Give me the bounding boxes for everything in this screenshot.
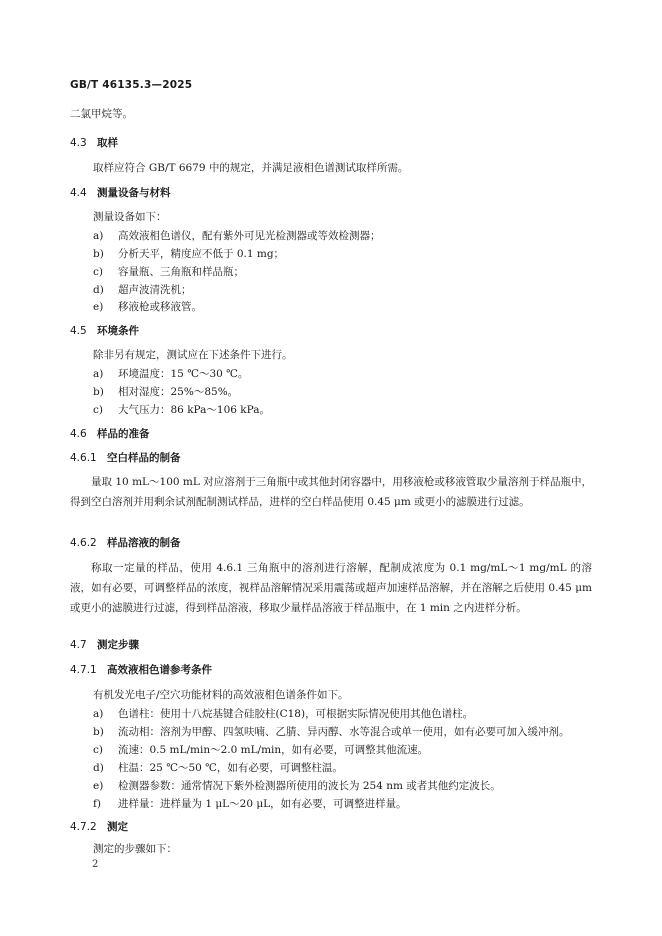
list-item-mark: d) bbox=[93, 762, 104, 774]
list-item-mark: f) bbox=[93, 798, 101, 810]
section-number: 4.3 bbox=[70, 137, 87, 149]
list-item-mark: d) bbox=[93, 284, 104, 296]
list-item-mark: a) bbox=[93, 368, 104, 380]
list-item: 流速：0.5 mL/min～2.0 mL/min，如有必要，可调整其他流速。 bbox=[118, 744, 429, 756]
section-4-3-text: 取样应符合 GB/T 6679 中的规定，并满足液相色谱测试取样所需。 bbox=[93, 162, 409, 174]
section-4-5-heading bbox=[70, 324, 139, 338]
list-item: 色谱柱：使用十八烷基键合硅胶柱(C18)，可根据实际情况使用其他色谱柱。 bbox=[118, 708, 474, 720]
section-title: 样品的准备 bbox=[97, 428, 150, 440]
list-item-mark: e) bbox=[93, 780, 104, 792]
page-number: 2 bbox=[92, 859, 99, 870]
list-item: 容量瓶、三角瓶和样品瓶； bbox=[118, 266, 244, 278]
list-item-mark: c) bbox=[93, 266, 103, 278]
list-item-mark: b) bbox=[93, 726, 104, 738]
standard-code: GB/T 46135.3—2025 bbox=[70, 79, 193, 91]
section-4-7-1-heading bbox=[70, 663, 212, 677]
list-item: 流动相：溶剂为甲醇、四氢呋喃、乙腈、异丙醇、水等混合或单一使用，如有必要可加入缓冲剂。 bbox=[118, 726, 570, 738]
section-title: 测定步骤 bbox=[97, 639, 139, 651]
section-4-6-heading bbox=[70, 427, 150, 441]
list-item-mark: c) bbox=[93, 404, 103, 416]
list-item: 柱温：25 ℃～50 ℃，如有必要，可调整柱温。 bbox=[118, 762, 343, 774]
section-number: 4.7.1 bbox=[70, 664, 97, 676]
section-number: 4.5 bbox=[70, 325, 87, 337]
section-4-6-2-text: 称取一定量的样品，使用 4.6.1 三角瓶中的溶剂进行溶解，配制成浓度为 0.1 mg/mL～1 mg/mL 的溶液，如有必要，可调整样品的浓度，视样品溶解情况采用震荡或超声加速样品溶解，并在溶解之后使用 0.45 μm 或更小的滤膜进行过滤，得到样品溶液，移取少量样品溶液于样品瓶中，在 1 min 之内进样分析。 bbox=[70, 562, 592, 614]
section-number: 4.6.2 bbox=[70, 537, 97, 549]
section-4-7-2-intro: 测定的步骤如下： bbox=[93, 843, 177, 855]
section-number: 4.6.1 bbox=[70, 452, 97, 464]
section-title: 取样 bbox=[97, 137, 118, 149]
list-item-mark: a) bbox=[93, 708, 104, 720]
section-4-3-heading bbox=[70, 136, 118, 150]
list-item: 分析天平，精度应不低于 0.1 mg； bbox=[118, 248, 285, 260]
list-item: 大气压力：86 kPa～106 kPa。 bbox=[118, 404, 271, 416]
list-item-mark: e) bbox=[93, 301, 104, 313]
section-number: 4.6 bbox=[70, 428, 87, 440]
continuation-text: 二氯甲烷等。 bbox=[70, 108, 133, 120]
section-title: 测定 bbox=[107, 821, 128, 833]
list-item: 进样量：进样量为 1 μL～20 μL，如有必要，可调整进样量。 bbox=[118, 798, 407, 810]
list-item-mark: a) bbox=[93, 230, 104, 242]
list-item: 超声波清洗机； bbox=[118, 284, 192, 296]
list-item: 环境温度：15 ℃～30 ℃。 bbox=[118, 368, 249, 380]
section-number: 4.7 bbox=[70, 639, 87, 651]
list-item: 移液枪或移液管。 bbox=[118, 301, 202, 313]
section-4-6-1-heading bbox=[70, 451, 181, 465]
section-number: 4.4 bbox=[70, 187, 87, 199]
list-item: 检测器参数：通常情况下紫外检测器所使用的波长为 254 nm 或者其他约定波长。 bbox=[118, 780, 501, 792]
section-4-6-2-heading bbox=[70, 536, 181, 550]
list-item-mark: c) bbox=[93, 744, 103, 756]
section-4-4-intro: 测量设备如下： bbox=[93, 211, 167, 223]
section-4-6-1-text: 量取 10 mL～100 mL 对应溶剂于三角瓶中或其他封闭容器中，用移液枪或移液管取少量溶剂于样品瓶中，得到空白溶剂并用剩余试剂配制测试样品，进样的空白样品使用 0.45 μm 或更小的滤膜进行过滤。 bbox=[70, 476, 592, 508]
section-title: 空白样品的制备 bbox=[107, 452, 181, 464]
list-item-mark: b) bbox=[93, 386, 104, 398]
list-item: 相对湿度：25%～85%。 bbox=[118, 386, 239, 398]
list-item: 高效液相色谱仪，配有紫外可见光检测器或等效检测器； bbox=[118, 230, 381, 242]
section-title: 样品溶液的制备 bbox=[107, 537, 181, 549]
section-4-7-heading bbox=[70, 638, 139, 652]
section-title: 测量设备与材料 bbox=[97, 187, 171, 199]
section-title: 高效液相色谱参考条件 bbox=[107, 664, 212, 676]
section-4-7-2-heading bbox=[70, 820, 128, 834]
section-4-5-intro: 除非另有规定，测试应在下述条件下进行。 bbox=[93, 349, 293, 361]
section-4-7-1-intro: 有机发光电子/空穴功能材料的高效液相色谱条件如下。 bbox=[93, 689, 349, 701]
section-title: 环境条件 bbox=[97, 325, 139, 337]
section-number: 4.7.2 bbox=[70, 821, 97, 833]
section-4-4-heading bbox=[70, 186, 171, 200]
list-item-mark: b) bbox=[93, 248, 104, 260]
